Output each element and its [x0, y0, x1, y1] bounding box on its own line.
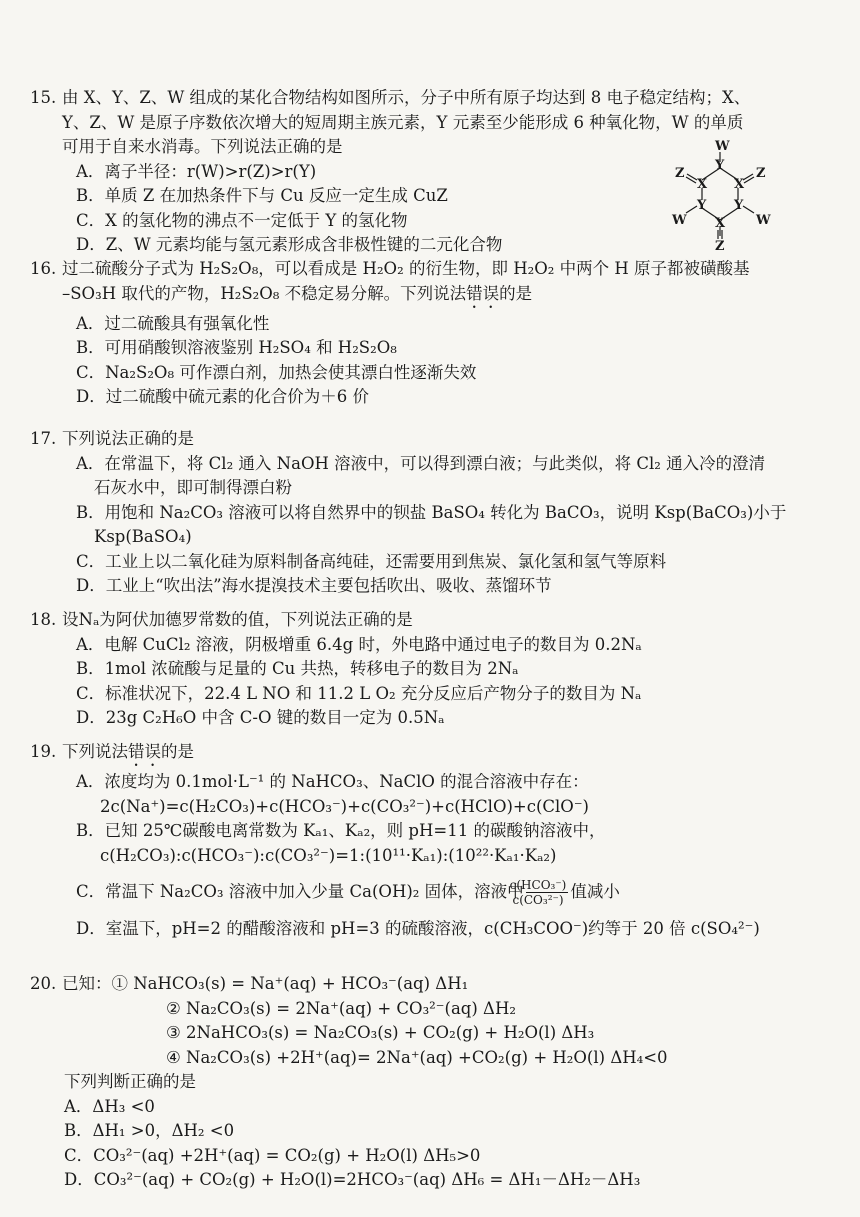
stem-text: 的是: [161, 742, 194, 761]
option-d: D．工业上“吹出法”海水提溴技术主要包括吹出、吸收、蒸馏环节: [76, 576, 552, 595]
structure-label-y: Y: [697, 198, 707, 213]
fraction-denominator: c(CO₃²⁻): [512, 893, 564, 907]
option-a: A．离子半径：r(W)>r(Z)>r(Y): [76, 161, 317, 181]
molecular-structure-figure: [668, 140, 788, 258]
option-b: B．1mol 浓硫酸与足量的 Cu 共热，转移电子的数目为 2Nₐ: [76, 659, 519, 678]
question-number: 17.: [30, 429, 57, 448]
question-stem: 已知：① NaHCO₃(s) = Na⁺(aq) + HCO₃⁻(aq) ΔH₁: [62, 974, 469, 993]
question-stem: 由 X、Y、Z、W 组成的某化合物结构如图所示，分子中所有原子均达到 8 电子稳定结构；X、: [62, 88, 751, 107]
structure-label-w: W: [672, 213, 687, 228]
equation-4: ④ Na₂CO₃(s) +2H⁺(aq)= 2Na⁺(aq) +CO₂(g) + H₂O(l) ΔH₄<0: [166, 1047, 668, 1067]
structure-label-z: Z: [675, 166, 685, 181]
option-a: A．浓度均为 0.1mol·L⁻¹ 的 NaHCO₃、NaClO 的混合溶液中存在：: [76, 772, 589, 791]
option-c: C．CO₃²⁻(aq) +2H⁺(aq) = CO₂(g) + H₂O(l) ΔH₅>0: [64, 1145, 481, 1165]
question-stem-cont: Y、Z、W 是原子序数依次增大的短周期主族元素，Y 元素至少能形成 6 种氧化物，W 的单质: [62, 112, 744, 132]
structure-label-w: W: [756, 213, 771, 228]
option-d: D．室温下，pH=2 的醋酸溶液和 pH=3 的硫酸溶液，c(CH₃COO⁻)约等于 20 倍 c(SO₄²⁻): [76, 919, 760, 938]
option-b: B．单质 Z 在加热条件下与 Cu 反应一定生成 CuZ: [76, 186, 448, 205]
option-b: B．用饱和 Na₂CO₃ 溶液可以将自然界中的钡盐 BaSO₄ 转化为 BaCO₃，说明 Ksp(BaCO₃)小于: [76, 502, 787, 522]
question-number: 19.: [30, 742, 57, 761]
option-text: 值减小: [570, 882, 620, 901]
option-b-formula: c(H₂CO₃):c(HCO₃⁻):c(CO₃²⁻)=1:(10¹¹·Kₐ₁):(10²²·Kₐ₁·Kₐ₂): [100, 845, 557, 865]
question-stem-cont: 可用于自来水消毒。下列说法正确的是: [62, 137, 343, 156]
structure-label-z: Z: [756, 166, 766, 181]
option-d: D．CO₃²⁻(aq) + CO₂(g) + H₂O(l)=2HCO₃⁻(aq) ΔH₆ = ΔH₁－ΔH₂－ΔH₃: [64, 1170, 641, 1189]
question-stem: 过二硫酸分子式为 H₂S₂O₈，可以看成是 H₂O₂ 的衍生物，即 H₂O₂ 中两个 H 原子都被磺酸基: [62, 259, 750, 278]
question-20: [30, 972, 840, 1193]
option-a: A．电解 CuCl₂ 溶液，阴极增重 6.4g 时，外电路中通过电子的数目为 0.2Nₐ: [76, 634, 642, 654]
option-b-cont: Ksp(BaSO₄): [94, 527, 192, 546]
option-d: D．过二硫酸中硫元素的化合价为＋6 价: [76, 387, 369, 406]
equation-2: ② Na₂CO₃(s) = 2Na⁺(aq) + CO₃²⁻(aq) ΔH₂: [166, 998, 516, 1018]
question-stem: 下列说法正确的是: [62, 429, 194, 448]
option-text: C．常温下 Na₂CO₃ 溶液中加入少量 Ca(OH)₂ 固体，溶液中: [76, 882, 524, 901]
emphasis-text: 错误: [466, 283, 500, 303]
structure-label-x: X: [734, 177, 745, 192]
fraction-numerator: c(HCO₃⁻): [509, 878, 567, 892]
question-number: 15.: [30, 88, 57, 107]
question-stem: 设Nₐ为阿伏加德罗常数的值，下列说法正确的是: [62, 610, 413, 629]
option-c: C．标准状况下，22.4 L NO 和 11.2 L O₂ 充分反应后产物分子的数目为 Nₐ: [76, 683, 642, 703]
equation-3: ③ 2NaHCO₃(s) = Na₂CO₃(s) + CO₂(g) + H₂O(l) ΔH₃: [166, 1023, 595, 1042]
question-18: [30, 608, 840, 731]
structure-label-z: Z: [715, 239, 725, 254]
structure-label-x: X: [697, 177, 708, 192]
question-number: 20.: [30, 974, 57, 993]
option-b: B．可用硝酸钡溶液鉴别 H₂SO₄ 和 H₂S₂O₈: [76, 338, 397, 357]
question-16: [30, 257, 840, 410]
question-number: 18.: [30, 610, 57, 629]
question-17: [30, 427, 840, 599]
structure-label-y: Y: [734, 198, 744, 213]
option-d: D．Z、W 元素均能与氢元素形成含非极性键的二元化合物: [76, 235, 503, 254]
stem-text: 下列说法: [62, 742, 128, 761]
stem-text: –SO₃H 取代的产物，H₂S₂O₈ 不稳定易分解。下列说法: [62, 283, 467, 303]
option-c: C．X 的氢化物的沸点不一定低于 Y 的氢化物: [76, 210, 408, 230]
option-b: B．ΔH₁ >0，ΔH₂ <0: [64, 1121, 235, 1140]
stem-text: 的是: [499, 283, 533, 303]
question-number: 16.: [30, 259, 57, 278]
structure-label-w: W: [715, 140, 730, 154]
structure-label-y: Y: [715, 158, 725, 173]
option-a-formula: 2c(Na⁺)=c(H₂CO₃)+c(HCO₃⁻)+c(CO₃²⁻)+c(HClO)+c(ClO⁻): [100, 796, 589, 816]
option-d: D．23g C₂H₆O 中含 C-O 键的数目一定为 0.5Nₐ: [76, 708, 445, 727]
option-a-cont: 石灰水中，即可制得漂白粉: [94, 478, 292, 497]
option-b: B．已知 25℃碳酸电离常数为 Kₐ₁、Kₐ₂，则 pH=11 的碳酸钠溶液中，: [76, 821, 606, 840]
option-a: A．在常温下，将 Cl₂ 通入 NaOH 溶液中，可以得到漂白液；与此类似，将 Cl₂ 通入冷的澄清: [76, 453, 766, 473]
structure-label-x: X: [715, 216, 726, 231]
option-a: A．ΔH₃ <0: [64, 1096, 155, 1116]
emphasis-text: 错误: [128, 742, 161, 761]
option-c: [30, 878, 840, 907]
option-a: A．过二硫酸具有强氧化性: [76, 313, 270, 333]
judge-prompt: 下列判断正确的是: [64, 1072, 196, 1091]
question-stem-cont: [30, 282, 840, 312]
option-c: C．Na₂S₂O₈ 可作漂白剂，加热会使其漂白性逐渐失效: [76, 362, 477, 382]
question-19: [30, 740, 840, 942]
option-c: C．工业上以二氧化硅为原料制备高纯硅，还需要用到焦炭、氯化氢和氢气等原料: [76, 551, 667, 571]
fraction: [509, 878, 569, 907]
